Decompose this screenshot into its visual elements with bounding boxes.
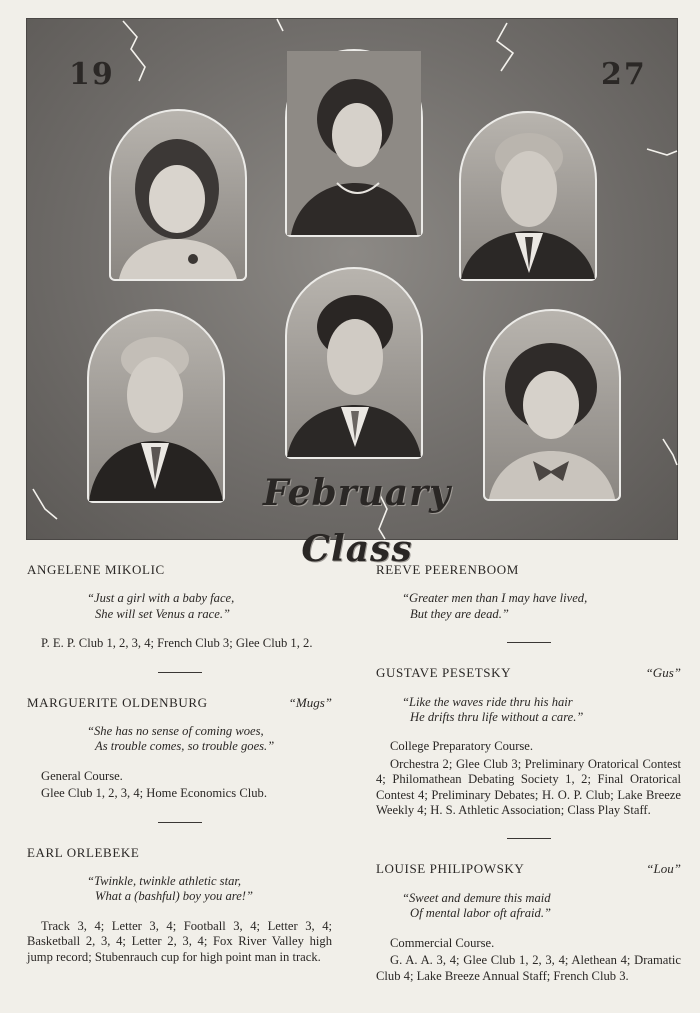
activities: Track 3, 4; Letter 3, 4; Football 3, 4; Letter 3, 4; Basketball 2, 3, 4; Letter 2, 3, 4; Fox River Valley high jump record; Stubenrauch cup for high point man in track.: [27, 918, 332, 964]
student-nickname: “Mugs”: [288, 694, 332, 710]
activities: P. E. P. Club 1, 2, 3, 4; French Club 3; Glee Club 1, 2.: [41, 636, 313, 651]
student-name: EARL ORLEBEKE: [27, 844, 140, 860]
quote-line-1: “She has no sense of coming woes,: [87, 724, 264, 739]
quote-line-1: “Twinkle, twinkle athletic star,: [87, 874, 242, 889]
divider: [158, 672, 202, 673]
quote-line-1: “Greater men than I may have lived,: [402, 591, 588, 606]
student-name: ANGELENE MIKOLIC: [27, 562, 165, 577]
activities: G. A. A. 3, 4; Glee Club 1, 2, 3, 4; Alethean 4; Dramatic Club 4; Lake Breeze Annual Staff; French Club 3.: [376, 953, 681, 983]
student-name: LOUISE PHILIPOWSKY: [376, 861, 525, 877]
quote-line-2: He drifts thru life without a care.”: [410, 710, 584, 725]
student-quote: [87, 724, 332, 755]
quote-line-2: As trouble comes, so trouble goes.”: [95, 739, 275, 754]
year-left: 19: [69, 57, 115, 92]
february-class-banner: February Class: [262, 472, 452, 570]
student-nickname: “Lou”: [646, 861, 681, 877]
portrait-marguerite-oldenburg: [285, 49, 423, 237]
activities: Orchestra 2; Glee Club 3; Preliminary Oratorical Contest 4; Philomathean Debating Society 1, 2; Final Oratorical Contest 4; Preliminary Debates; H. O. P. Club; Lake Breeze Weekly 4; H. S. Athletic Association; Class Play Staff.: [376, 756, 681, 818]
student-quote: [402, 695, 681, 726]
entry-marguerite-oldenburg: [27, 695, 332, 802]
student-name: REEVE PEERENBOOM: [376, 562, 519, 577]
quote-line-2: She will set Venus a race.”: [95, 606, 231, 621]
divider: [507, 642, 551, 643]
left-column: [27, 562, 332, 965]
activities: Glee Club 1, 2, 3, 4; Home Economics Club.: [41, 786, 267, 801]
divider: [507, 838, 551, 839]
quote-line-1: “Like the waves ride thru his hair: [402, 694, 573, 709]
course: Commercial Course.: [390, 935, 495, 950]
quote-line-2: But they are dead.”: [410, 606, 509, 621]
portrait-angelene-mikolic: [109, 109, 247, 281]
student-name: MARGUERITE OLDENBURG: [27, 694, 208, 710]
quote-line-2: What a (bashful) boy you are!”: [95, 889, 253, 904]
course: General Course.: [41, 768, 123, 783]
course: College Preparatory Course.: [390, 739, 534, 754]
entry-louise-philipowsky: [376, 861, 681, 983]
student-quote: [402, 591, 681, 622]
right-column: [376, 562, 681, 984]
student-quote: [87, 591, 332, 622]
portrait-earl-orlebeke: [285, 267, 423, 459]
student-quote: [87, 874, 332, 905]
quote-line-1: “Just a girl with a baby face,: [87, 591, 235, 606]
entry-earl-orlebeke: [27, 845, 332, 965]
quote-line-1: “Sweet and demure this maid: [402, 890, 551, 905]
entry-gustave-pesetsky: [376, 665, 681, 818]
divider: [158, 822, 202, 823]
year-right: 27: [601, 57, 647, 92]
portrait-reeve-peerenboom: [459, 111, 597, 281]
portrait-louise-philipowsky: [483, 309, 621, 501]
entry-angelene-mikolic: [27, 562, 332, 652]
student-quote: [402, 891, 681, 922]
student-name: GUSTAVE PESETSKY: [376, 665, 512, 681]
entry-reeve-peerenboom: [376, 562, 681, 622]
portrait-gustave-pesetsky: [87, 309, 225, 503]
quote-line-2: Of mental labor oft afraid.”: [410, 906, 551, 921]
student-nickname: “Gus”: [645, 665, 681, 681]
